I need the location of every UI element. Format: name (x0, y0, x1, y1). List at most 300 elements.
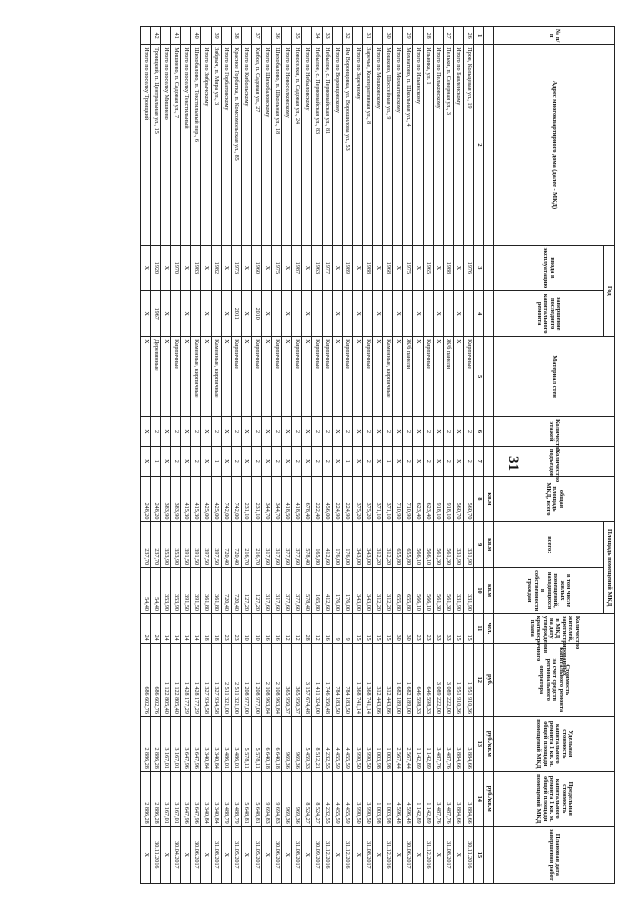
table-cell: 353,90 (161, 568, 171, 614)
table-cell: 216,70 (251, 522, 261, 568)
table-cell: 415,30 (181, 476, 191, 522)
table-cell: 14 (191, 613, 201, 643)
table-cell: 18 (201, 613, 211, 643)
table-cell: X (352, 826, 362, 883)
table-cell: X (332, 245, 342, 291)
table-cell: 2 886,28 (140, 771, 150, 826)
table-cell: X (181, 245, 191, 291)
table-cell: X (433, 245, 443, 291)
table-cell: 33 (433, 613, 443, 643)
table-cell: Итого по Ильинскому (413, 45, 423, 245)
table-cell: X (433, 826, 443, 883)
table-cell: X (393, 291, 403, 337)
table-cell: Кирпичные (272, 337, 282, 417)
table-cell: 646 598,33 (413, 643, 423, 716)
table-cell: 12 (312, 613, 322, 643)
table-cell: X (302, 245, 312, 291)
table-total-row (181, 27, 191, 884)
table-total-row (221, 27, 231, 884)
table-cell: X (241, 826, 251, 883)
table-cell: 30 (383, 27, 393, 45)
table-cell: 24 (140, 613, 150, 643)
table-cell: 26 (463, 27, 473, 45)
table-cell: 655,80 (393, 522, 403, 568)
table-cell: X (453, 446, 463, 476)
table-cell: 31.05.2017 (231, 826, 241, 883)
table-row (171, 27, 181, 884)
table-cell: 2 108 963,84 (262, 643, 272, 716)
table-cell: X (352, 446, 362, 476)
table-cell: 3 884,66 (453, 771, 463, 826)
table-cell: 918,10 (443, 476, 453, 522)
col-end-date-header: Плановая дата завершения работ (494, 826, 615, 883)
table-cell: 456,00 (322, 476, 332, 522)
table-cell: 561,30 (433, 522, 443, 568)
table-cell: X (282, 245, 292, 291)
col-no-header: № п/п (494, 27, 615, 45)
table-row (423, 27, 433, 884)
table-cell: X (262, 291, 272, 337)
table-cell: 165,80 (312, 568, 322, 614)
table-cell: 8 524,27 (312, 771, 322, 826)
table-cell: 560,70 (453, 476, 463, 522)
table-cell (393, 27, 403, 45)
column-number-cell: 12 (474, 643, 484, 716)
table-cell: 646 598,33 (423, 643, 433, 716)
table-cell: 4 596,48 (393, 771, 403, 826)
table-cell: Итого по Горбатовскому (221, 45, 231, 245)
table-cell: 31.12.2016 (383, 826, 393, 883)
table-cell: 2 (191, 446, 201, 476)
table-cell: 344,70 (262, 476, 272, 522)
table-cell: Итого по поселку Троицкий (140, 45, 150, 245)
table-cell: 4 455,59 (332, 716, 342, 771)
table-cell: 391,50 (181, 568, 191, 614)
unit-cell: руб./кв.м (484, 716, 494, 771)
table-cell: 3 340,84 (211, 716, 221, 771)
table-cell: 9 694,83 (272, 771, 282, 826)
table-cell: Небылое, с. Первомайская ул., 81 (322, 45, 332, 245)
table-cell: 2 886,28 (140, 716, 150, 771)
table-cell: 9 (332, 613, 342, 643)
table-total-row (393, 27, 403, 884)
table-cell: 720,40 (231, 568, 241, 614)
table-cell: 54,40 (140, 568, 150, 614)
table-cell: 15 (383, 613, 393, 643)
table-cell: X (332, 417, 342, 447)
table-cell: 30.11.2016 (463, 826, 473, 883)
table-cell: X (302, 291, 312, 337)
table-cell: 312,20 (383, 522, 393, 568)
column-numbers-row (474, 27, 484, 884)
table-cell: 1 682 189,00 (393, 643, 403, 716)
table-cell: Заречье, Кооперативная ул., 8 (362, 45, 372, 245)
table-cell: Мохнатово, п. Школьная ул., 4 (403, 45, 413, 245)
table-cell: 127,20 (241, 568, 251, 614)
group-year-header: Год (604, 245, 615, 337)
table-cell: 1968 (383, 245, 393, 291)
table-cell: 248,20 (140, 476, 150, 522)
table-cell: 3 884,66 (453, 716, 463, 771)
table-cell: Итого по Пельковскому (433, 45, 443, 245)
table-cell: Шихобалово, п. Текстильный пер., 6 (191, 45, 201, 245)
table-cell: 30.06.2017 (191, 826, 201, 883)
table-cell: 1 (342, 446, 352, 476)
table-cell: X (332, 337, 342, 417)
table-cell: 14 (171, 613, 181, 643)
table-cell (221, 27, 231, 45)
table-cell: 30.09.2017 (312, 826, 322, 883)
table-cell: Деревянные (151, 337, 161, 417)
table-cell: Кирпичные (251, 337, 261, 417)
table-cell: Кирпичные (342, 337, 352, 417)
table-cell: 3 884,66 (463, 771, 473, 826)
table-cell: 28 (423, 27, 433, 45)
table-cell (241, 27, 251, 45)
table-cell: 2010 (251, 291, 261, 337)
table-cell: X (140, 826, 150, 883)
table-cell (423, 291, 433, 337)
table-cell: X (221, 826, 231, 883)
table-cell: Мишнево, п. Садовая ул., 7 (171, 45, 181, 245)
table-cell: X (453, 245, 463, 291)
table-cell: 31 (362, 27, 372, 45)
table-row (251, 27, 261, 884)
column-number-cell: 5 (474, 337, 484, 417)
table-cell: 3 990,50 (352, 716, 362, 771)
table-cell: 2 (322, 417, 332, 447)
column-number-cell: 10 (474, 568, 484, 614)
table-cell: 3 488,79 (231, 771, 241, 826)
table-cell: Кирпичные (292, 337, 302, 417)
column-number-cell: 14 (474, 771, 484, 826)
table-cell: 375,20 (352, 476, 362, 522)
table-cell: 32 (342, 27, 352, 45)
table-cell: Итого по Мохнатовскому (393, 45, 403, 245)
table-cell: 1 208 977,00 (251, 643, 261, 716)
table-cell (362, 291, 372, 337)
table-cell: X (413, 826, 423, 883)
table-total-row (352, 27, 362, 884)
unit-cell (484, 826, 494, 883)
table-cell: 365 950,37 (282, 643, 292, 716)
table-cell: X (373, 245, 383, 291)
table-cell: 23 (231, 613, 241, 643)
table-cell: 248,20 (151, 476, 161, 522)
table-cell: X (352, 337, 362, 417)
table-cell: X (453, 826, 463, 883)
unit-cell: чел. (484, 613, 494, 643)
table-cell: 3 647,96 (191, 716, 201, 771)
table-cell: 1 003,98 (373, 716, 383, 771)
col-entrances-header: Количество подъездов (494, 446, 615, 476)
table-cell: 566,10 (423, 522, 433, 568)
table-cell: 8 524,27 (302, 771, 312, 826)
table-cell: Кирпичные (362, 337, 372, 417)
table-cell: 3 487,76 (433, 716, 443, 771)
table-cell: 1 122 805,40 (161, 643, 171, 716)
column-number-cell: 8 (474, 476, 484, 522)
table-cell (443, 291, 453, 337)
table-cell: 4 455,59 (332, 771, 342, 826)
unit-cell (484, 45, 494, 245)
table-cell: X (221, 291, 231, 337)
table-cell: 3 167,01 (171, 771, 181, 826)
column-number-cell: 2 (474, 45, 484, 245)
table-cell: 710,90 (403, 476, 413, 522)
table-row (272, 27, 282, 884)
table-cell: 23 (221, 613, 231, 643)
table-cell: 3 487,76 (433, 771, 443, 826)
table-cell: X (201, 245, 211, 291)
table-cell: 3 089 222,00 (443, 643, 453, 716)
table-cell: 1989 (342, 245, 352, 291)
table-total-row (453, 27, 463, 884)
unit-cell (484, 337, 494, 417)
table-cell: 1975 (272, 245, 282, 291)
table-cell: 344,70 (272, 476, 282, 522)
table-cell: Итого по Зябрычскому (201, 45, 211, 245)
table-cell: 3 157 674,48 (302, 643, 312, 716)
table-cell (373, 27, 383, 45)
table-row (443, 27, 453, 884)
table-cell: 361,80 (211, 568, 221, 614)
table-cell: 578,40 (302, 568, 312, 614)
table-cell: Итого по Заречному (352, 45, 362, 245)
table-total-row (140, 27, 150, 884)
table-cell: X (161, 826, 171, 883)
table-cell: X (302, 446, 312, 476)
table-cell: 1 428 177,29 (181, 643, 191, 716)
table-cell (352, 27, 362, 45)
table-cell (383, 291, 393, 337)
unit-cell (484, 245, 494, 291)
table-cell: 566,10 (413, 522, 423, 568)
table-cell: 353,90 (171, 522, 181, 568)
table-cell: X (241, 446, 251, 476)
table-cell: X (201, 446, 211, 476)
table-cell: 2 886,28 (151, 771, 161, 826)
table-cell: 6 640,18 (262, 716, 272, 771)
table-cell: 176,00 (332, 568, 342, 614)
table-cell: X (201, 417, 211, 447)
table-cell (312, 291, 322, 337)
table-cell: 655,80 (403, 568, 413, 614)
table-cell: 655,80 (403, 522, 413, 568)
unit-cell (484, 417, 494, 447)
table-cell (463, 291, 473, 337)
table-cell (181, 27, 191, 45)
table-cell: 5 578,11 (241, 716, 251, 771)
table-cell: X (453, 417, 463, 447)
table-cell: 784 183,50 (342, 643, 352, 716)
table-cell: 317,60 (262, 568, 272, 614)
table-cell: 784 183,50 (332, 643, 342, 716)
table-cell: 30 (393, 613, 403, 643)
table-cell: X (201, 826, 211, 883)
table-cell: 1960 (251, 245, 261, 291)
table-cell: 30.04.2017 (171, 826, 181, 883)
table-cell: 331,90 (463, 522, 473, 568)
table-cell: Пров, Кольцевая ул., 19 (463, 45, 473, 245)
table-cell: 1 208 977,00 (241, 643, 251, 716)
table-cell: 561,30 (433, 568, 443, 614)
col-floors-header: Количество этажей (494, 417, 615, 447)
table-cell: 1 411 324,00 (312, 643, 322, 716)
table-cell: X (221, 245, 231, 291)
table-cell: 3 340,84 (201, 716, 211, 771)
table-cell: 9 694,83 (262, 771, 272, 826)
table-cell: 317,60 (262, 522, 272, 568)
table-cell: 31.08.2017 (443, 826, 453, 883)
table-cell: X (241, 245, 251, 291)
unit-cell (484, 27, 494, 45)
table-cell: 2 (403, 446, 413, 476)
table-total-row (413, 27, 423, 884)
table-cell: 969,36 (292, 716, 302, 771)
table-cell: 24 (151, 613, 161, 643)
table-cell: X (140, 417, 150, 447)
table-cell: Красное Горбатка, п. Комсомольская ул., 85 (231, 45, 241, 245)
table-total-row (302, 27, 312, 884)
table-cell: 8 512,21 (312, 716, 322, 771)
table-cell: Мошково, Шоссейная ул., 9 (383, 45, 393, 245)
table-cell: 3 486,01 (221, 716, 231, 771)
table-cell: 312,20 (373, 568, 383, 614)
table-cell: 30.06.2017 (403, 826, 413, 883)
table-cell: X (140, 446, 150, 476)
table-cell: 23 (423, 613, 433, 643)
table-cell: 31.05.2017 (251, 826, 261, 883)
table-cell: 33 (322, 27, 332, 45)
table-cell: 377,60 (292, 568, 302, 614)
table-cell: 2 511 321,00 (231, 643, 241, 716)
table-cell: 377,60 (292, 522, 302, 568)
table-total-row (433, 27, 443, 884)
table-cell: 2 (191, 417, 201, 447)
table-cell: 1 003,98 (383, 716, 393, 771)
table-cell: Ж/б панели (443, 337, 453, 417)
table-cell: 4 232,55 (322, 771, 332, 826)
table-cell: 12 (292, 613, 302, 643)
table-cell: 331,90 (453, 568, 463, 614)
table-cell: 397,50 (211, 522, 221, 568)
table-cell: Кирпичные (463, 337, 473, 417)
unit-cell (484, 446, 494, 476)
table-cell: 4 455,59 (342, 716, 352, 771)
table-cell (201, 27, 211, 45)
table-cell: Пельки, п. Северная ул., 3 (443, 45, 453, 245)
table-cell: 165,80 (312, 522, 322, 568)
table-cell: X (352, 417, 362, 447)
table-cell: X (282, 291, 292, 337)
table-cell: 686 602,76 (140, 643, 150, 716)
table-cell: 5 648,81 (241, 771, 251, 826)
table-cell: 425,00 (201, 476, 211, 522)
table-cell: 415,30 (191, 476, 201, 522)
table-total-row (161, 27, 171, 884)
table-cell: 31.08.2017 (292, 826, 302, 883)
table-cell: Кирпичные (231, 337, 241, 417)
table-cell: Итого по Новоселковскому (282, 45, 292, 245)
table-cell: 1 (383, 446, 393, 476)
table-cell: X (221, 337, 231, 417)
table-row (211, 27, 221, 884)
table-row (151, 27, 161, 884)
table-cell: 23 (413, 613, 423, 643)
table-cell: 34 (312, 27, 322, 45)
table-cell: Новоселки, п. Садовая ул., 24 (292, 45, 302, 245)
table-cell: 3 990,50 (362, 771, 372, 826)
table-cell: 2 567,44 (393, 716, 403, 771)
table-row (383, 27, 393, 884)
table-cell: X (413, 446, 423, 476)
table-cell: 33 (443, 613, 453, 643)
table-cell: 1988 (443, 245, 453, 291)
table-cell: 127,20 (251, 568, 261, 614)
col-max-cost-header: Предельная стоимость капитального ремонта 1 кв. м. общей площади помещений МКД (494, 771, 615, 826)
table-cell: 720,40 (221, 568, 231, 614)
table-cell: 2011 (231, 291, 241, 337)
table-cell: 12 (282, 613, 292, 643)
table-cell: 2 (342, 417, 352, 447)
table-cell (140, 27, 150, 45)
table-cell: 742,00 (221, 476, 231, 522)
table-cell: 15 (352, 613, 362, 643)
table-cell: 2 (463, 446, 473, 476)
table-cell: X (433, 446, 443, 476)
table-cell: 418,50 (292, 476, 302, 522)
table-cell: 1975 (403, 245, 413, 291)
table-cell: X (262, 446, 272, 476)
table-cell: 312 443,86 (383, 643, 393, 716)
table-cell: 312 443,86 (373, 643, 383, 716)
table-cell: 41 (171, 27, 181, 45)
table-cell: 343,00 (352, 568, 362, 614)
table-cell: 29 (403, 27, 413, 45)
table-total-row (241, 27, 251, 884)
table-cell: 317,60 (272, 568, 282, 614)
table-row (362, 27, 372, 884)
table-row (191, 27, 201, 884)
table-cell: 6 640,18 (272, 716, 282, 771)
table-cell: 377,60 (282, 522, 292, 568)
table-cell: Итого по Шихобаловскому (262, 45, 272, 245)
table-cell: X (221, 446, 231, 476)
table-cell: Каменные, кирпичные (211, 337, 221, 417)
table-cell: 224,90 (332, 476, 342, 522)
table-cell: 37 (251, 27, 261, 45)
column-number-cell: 4 (474, 291, 484, 337)
table-cell: 31.12.2016 (423, 826, 433, 883)
table-cell: 2 (272, 446, 282, 476)
table-cell: 1 682 189,00 (403, 643, 413, 716)
table-cell: 1983 (191, 245, 201, 291)
table-cell: 18 (211, 613, 221, 643)
table-cell: X (302, 417, 312, 447)
table-cell: X (332, 291, 342, 337)
table-cell: X (433, 337, 443, 417)
table-cell: 343,00 (352, 522, 362, 568)
table-cell: 14 (181, 613, 191, 643)
table-cell: 54,40 (151, 568, 161, 614)
table-cell (161, 27, 171, 45)
table-cell (191, 291, 201, 337)
col-premises-total-header: всего: (494, 522, 604, 568)
table-cell: X (373, 446, 383, 476)
table-cell: 2 108 963,84 (272, 643, 282, 716)
table-body (140, 27, 473, 884)
